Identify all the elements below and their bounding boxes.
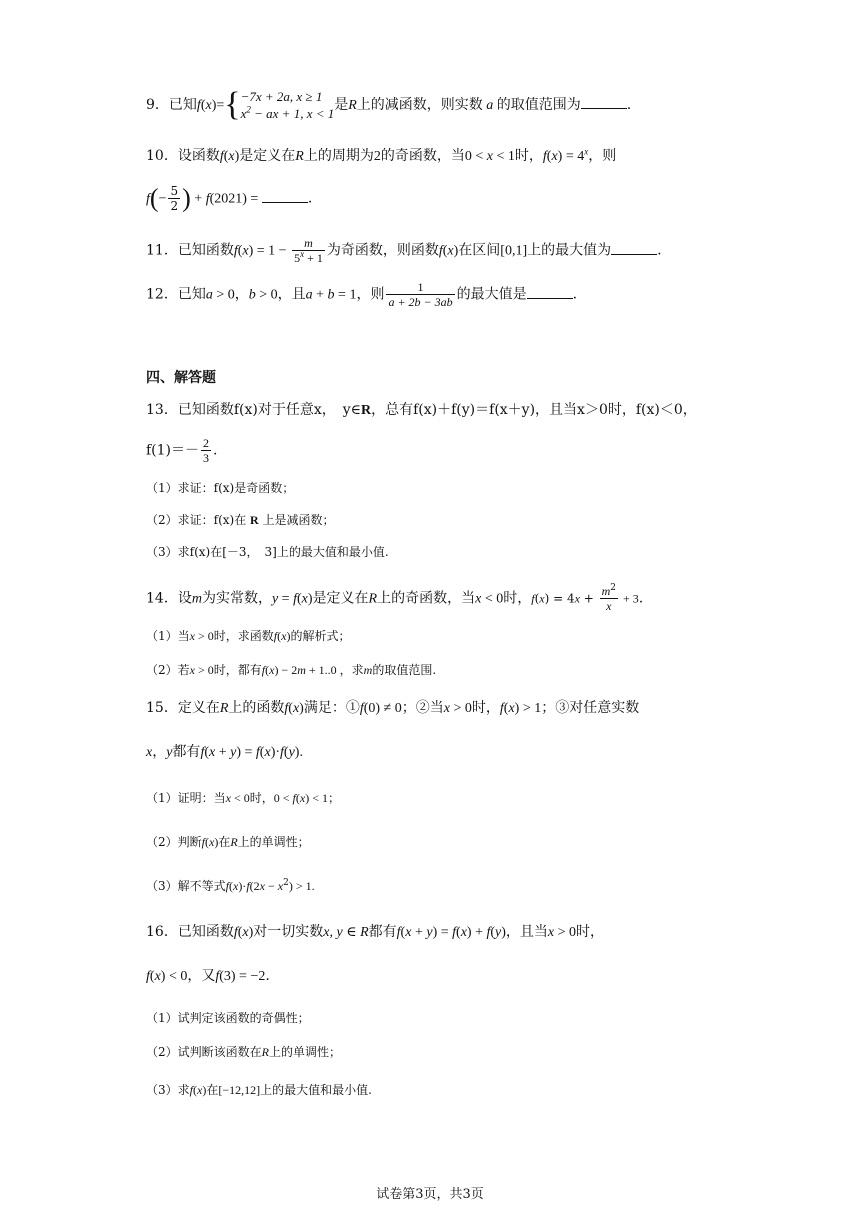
page-footer: 试卷第3页，共3页 bbox=[376, 1187, 484, 1202]
question-10: 10．设函数f(x)是定义在R上的周期为2的奇函数，当0 < x < 1时，$f(x) = 4^x$，则 bbox=[146, 146, 617, 164]
question-12: 12．已知a > 0，b > 0，且a + b = 1，则 $\frac{1}{a + 2b - 3ab}$ 的最大值是 . bbox=[146, 280, 578, 309]
question-14-part-2: （2）若x > 0时，都有f(x) − 2m + 1..0 ，求m的取值范围. bbox=[146, 663, 437, 677]
question-15-part-2: （2）判断f(x)在R上的单调性； bbox=[146, 835, 310, 849]
question-9: 9．已知f(x)={−7x + 2a, x ≥ 1 $x^2$ − ax + 1, x < 1是R上的减函数，则实数 a 的取值范围为 . bbox=[146, 86, 632, 123]
question-14-part-1: （1）当x > 0时，求函数f(x)的解析式； bbox=[146, 629, 351, 643]
answer-blank bbox=[527, 284, 573, 299]
question-15-part-3: （3）解不等式$f(x)\cdot f(2x - x^2) > 1$. bbox=[146, 878, 315, 893]
question-13-part-2: （2）求证：f(x)在 R 上是减函数； bbox=[146, 513, 335, 527]
question-16-part-1: （1）试判定该函数的奇偶性； bbox=[146, 1011, 310, 1025]
brace-icon: { bbox=[224, 86, 241, 123]
question-16-part-2: （2）试判断该函数在R上的单调性； bbox=[146, 1045, 341, 1059]
answer-blank bbox=[262, 188, 308, 203]
question-16-part-3: （3）求f(x)在[−12,12]上的最大值和最小值. bbox=[146, 1083, 372, 1097]
answer-blank bbox=[581, 94, 627, 109]
question-15: 15．定义在R上的函数f(x)满足：①f(0) ≠ 0；②当x > 0时，f(x) > 1；③对任意实数 bbox=[146, 700, 640, 716]
question-13-part-1: （1）求证：f(x)是奇函数； bbox=[146, 481, 295, 495]
question-14: 14．设m为实常数，y = f(x)是定义在R上的奇函数，当x < 0时，f(x) = 4x + $\frac{m^2}{x}$ + 3. bbox=[146, 583, 644, 613]
question-13: 13．已知函数f(x)对于任意x， y∈R，总有f(x)＋f(y)＝f(x＋y)，且当x＞0时，f(x)＜0， bbox=[146, 402, 697, 418]
question-10-cont: f(− $\frac{5}{2}$ ) + f(2021) = . bbox=[146, 183, 313, 213]
question-16: 16．已知函数f(x)对一切实数x, y ∈ R都有f(x + y) = f(x) + f(y)，且当x > 0时， bbox=[146, 924, 605, 940]
question-13-part-3: （3）求f(x)在[－3， 3]上的最大值和最小值. bbox=[146, 545, 389, 559]
question-13-cont: f(1)＝－ $\frac{2}{3}$ . bbox=[146, 436, 218, 465]
question-16-cont: f(x) < 0，又f(3) = −2. bbox=[146, 968, 270, 984]
piecewise-cases: −7x + 2a, x ≥ 1 $x^2$ − ax + 1, x < 1 bbox=[240, 89, 335, 121]
question-15-cont: x，y都有f(x + y) = f(x)·f(y). bbox=[146, 744, 303, 760]
answer-blank bbox=[611, 240, 657, 255]
section-heading: 四、解答题 bbox=[146, 370, 216, 386]
question-15-part-1: （1）证明：当x < 0时，0 < f(x) < 1； bbox=[146, 791, 340, 805]
question-11: 11．已知函数f(x) = 1 − $\frac{m}{5^x + 1}$ 为奇函数，则函数f(x)在区间[0,1]上的最大值为 . bbox=[146, 236, 662, 265]
